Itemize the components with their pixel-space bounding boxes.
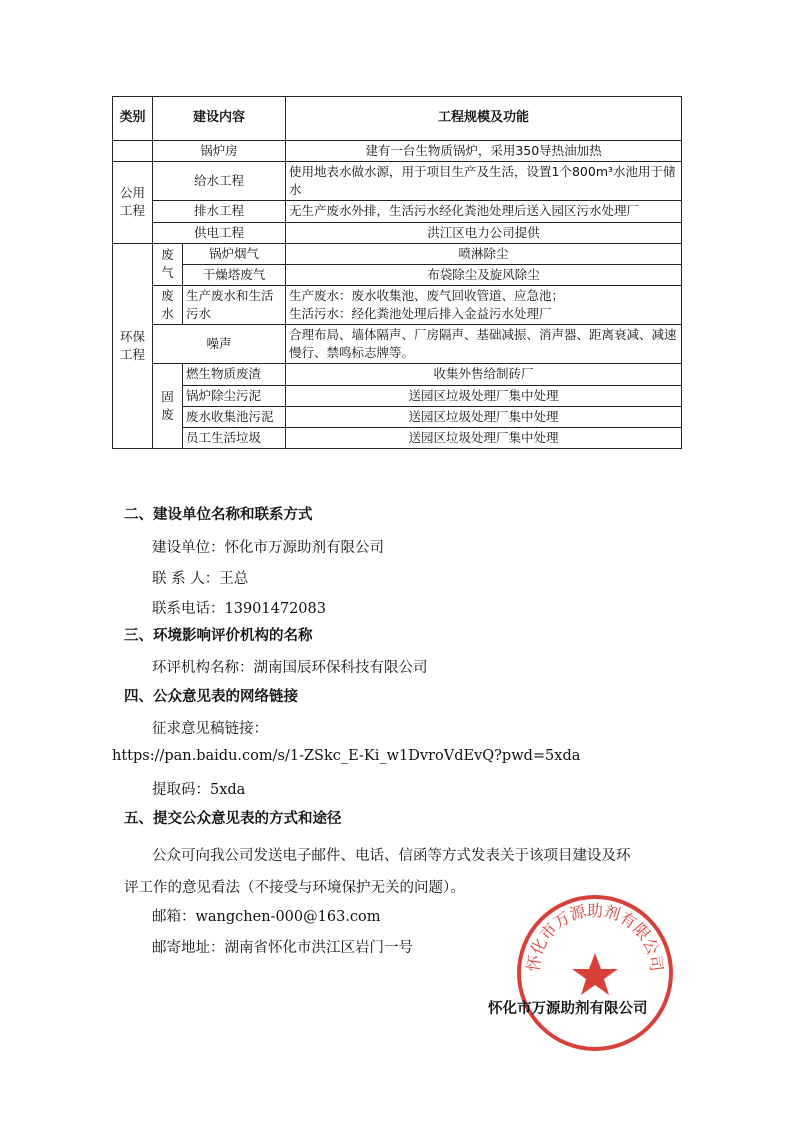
section-heading: 二、建设单位名称和联系方式 [124,507,313,523]
sub-gas: 废气 [153,243,183,285]
water-desc-line1: 生产废水：废水收集池、废气回收管道、应急池； [289,287,565,303]
table-row [113,201,682,222]
address-line: 邮寄地址：湖南省怀化市洪江区岩门一号 [152,940,413,956]
link-label: 征求意见稿链接： [152,721,268,737]
cell-name: 锅炉除尘污泥 [183,385,286,406]
cell-desc: 送园区垃圾处理厂集中处理 [286,385,682,406]
cell-desc: 送园区垃圾处理厂集中处理 [286,427,682,448]
header-category: 类别 [113,97,153,141]
unit-line: 建设单位：怀化市万源助剂有限公司 [152,540,384,556]
category-env: 环保工程 [113,243,153,448]
cell-desc: 喷淋除尘 [286,243,682,264]
cell-name: 废水收集池污泥 [183,406,286,427]
section-heading: 五、提交公众意见表的方式和途径 [124,811,342,827]
phone-line: 联系电话：13901472083 [152,601,326,617]
paragraph-line: 公众可向我公司发送电子邮件、电话、信函等方式发表关于该项目建设及环 [152,848,631,864]
cell-name: 燃生物质废渣 [183,364,286,385]
cell-name: 干燥塔废气 [183,264,286,285]
table-row [113,427,682,448]
table-row [113,325,682,364]
table-row [113,222,682,243]
section-heading: 四、公众意见表的网络链接 [124,689,298,705]
sub-solid: 固废 [153,364,183,449]
water-desc-line2: 生活污水：经化粪池处理后排入金益污水处理厂 [289,306,552,321]
category-public: 公用工程 [113,162,153,244]
cell-desc: 送园区垃圾处理厂集中处理 [286,406,682,427]
cell-desc: 建有一台生物质锅炉，采用350导热油加热 [286,141,682,162]
company-seal-stamp [515,893,675,1053]
seal-text: 怀化市万源助剂有限公司 [523,900,667,973]
email-line[interactable]: 邮箱：wangchen-000@163.com [152,909,381,925]
table-row [113,243,682,264]
table-row [113,385,682,406]
cell-desc: 收集外售给制砖厂 [286,364,682,385]
cell-name: 排水工程 [153,201,286,222]
section-heading: 三、环境影响评价机构的名称 [124,628,313,644]
header-content: 建设内容 [153,97,286,141]
table-row [113,264,682,285]
cell-desc: 无生产废水外排，生活污水经化粪池处理后送入园区污水处理厂 [286,201,682,222]
table-row [113,162,682,201]
cell-name: 供电工程 [153,222,286,243]
table-row [113,285,682,324]
link-url[interactable]: https://pan.baidu.com/s/1-ZSkc_E-Ki_w1DvroVdEvQ?pwd=5xda [112,748,581,764]
project-table [112,96,682,449]
cell-name: 锅炉烟气 [183,243,286,264]
signature-company: 怀化市万源助剂有限公司 [488,1001,648,1017]
cell-desc: 合理布局、墙体隔声、厂房隔声、基础减振、消声器、距离衰减、减速慢行、禁鸣标志牌等。 [286,325,682,364]
cell-desc [286,285,682,324]
cell-desc: 使用地表水做水源，用于项目生产及生活，设置1个800m³水池用于储水 [286,162,682,201]
table-row [113,406,682,427]
paragraph-line: 评工作的意见看法（不接受与环境保护无关的问题）。 [124,880,465,896]
cell-name: 噪声 [153,325,286,364]
cell-name: 员工生活垃圾 [183,427,286,448]
seal-star-icon [572,953,618,995]
cell-name: 生产废水和生活污水 [183,285,286,324]
agency-line: 环评机构名称：湖南国辰环保科技有限公司 [152,660,428,676]
table-header-row [113,97,682,141]
contact-line: 联 系 人：王总 [152,571,249,587]
cell-name: 给水工程 [153,162,286,201]
cell-desc: 布袋除尘及旋风除尘 [286,264,682,285]
table-row [113,364,682,385]
table-row [113,141,682,162]
header-scale: 工程规模及功能 [286,97,682,141]
code-line: 提取码：5xda [152,782,246,798]
cell-desc: 洪江区电力公司提供 [286,222,682,243]
sub-water: 废水 [153,285,183,324]
cell-name: 锅炉房 [153,141,286,162]
